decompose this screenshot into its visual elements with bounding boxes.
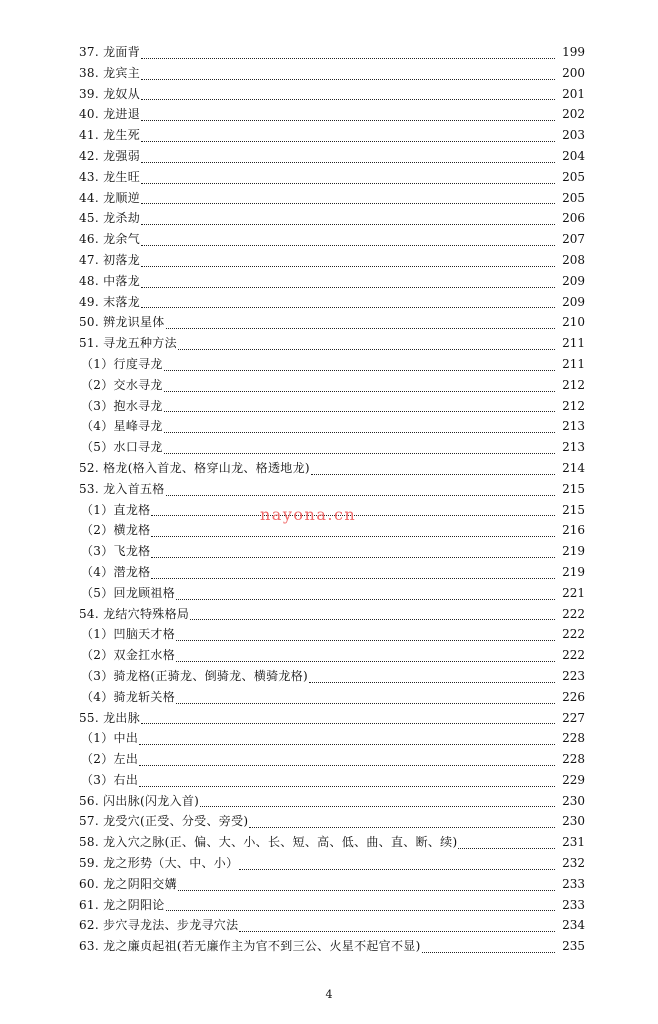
toc-entry-page: 211	[562, 336, 585, 351]
toc-entry-page: 221	[562, 585, 585, 600]
toc-entry-title: 44. 龙顺逆	[79, 190, 140, 205]
toc-entry[interactable]	[79, 125, 585, 146]
toc-entry[interactable]	[79, 708, 585, 729]
toc-entry-page: 206	[562, 211, 585, 226]
toc-leader-dots	[139, 744, 555, 745]
toc-entry-page: 223	[562, 668, 585, 683]
toc-entry-title: 49. 末落龙	[79, 294, 140, 309]
toc-entry-title: （2）交水寻龙	[81, 377, 163, 392]
toc-entry-title: （4）骑龙斩关格	[81, 689, 176, 704]
toc-leader-dots	[164, 391, 555, 392]
toc-entry[interactable]	[79, 354, 585, 375]
toc-leader-dots	[141, 266, 555, 267]
toc-entry[interactable]	[79, 666, 585, 687]
toc-entry-title: （3）右出	[81, 772, 139, 787]
toc-entry[interactable]	[79, 811, 585, 832]
toc-leader-dots	[311, 474, 555, 475]
toc-entry-page: 233	[562, 897, 585, 912]
toc-entry-page: 213	[562, 419, 585, 434]
toc-entry-title: 43. 龙生旺	[79, 169, 140, 184]
toc-entry-page: 209	[562, 294, 585, 309]
toc-leader-dots	[166, 495, 555, 496]
toc-entry-title: 53. 龙入首五格	[79, 481, 165, 496]
toc-entry-title: （2）双金扛水格	[81, 648, 176, 663]
toc-entry[interactable]	[79, 749, 585, 770]
toc-entry-title: 48. 中落龙	[79, 273, 140, 288]
toc-entry-page: 228	[562, 731, 585, 746]
toc-entry[interactable]	[79, 583, 585, 604]
toc-entry-page: 222	[562, 648, 585, 663]
toc-entry-page: 199	[562, 45, 585, 59]
toc-entry[interactable]	[79, 936, 585, 957]
toc-entry-page: 234	[562, 918, 585, 933]
toc-entry[interactable]	[79, 479, 585, 500]
toc-entry-title: （5）回龙顾祖格	[81, 585, 176, 600]
toc-entry[interactable]	[79, 645, 585, 666]
toc-entry[interactable]	[79, 84, 585, 105]
toc-entry[interactable]	[79, 791, 585, 812]
toc-leader-dots	[239, 869, 555, 870]
toc-entry-page: 232	[562, 856, 585, 871]
toc-entry-title: 50. 辨龙识星体	[79, 315, 165, 330]
toc-entry-title: （4）潜龙格	[81, 564, 151, 579]
toc-leader-dots	[239, 931, 555, 932]
toc-entry-page: 214	[562, 460, 585, 475]
toc-entry[interactable]	[79, 333, 585, 354]
toc-entry-page: 233	[562, 876, 585, 891]
toc-leader-dots	[166, 328, 555, 329]
toc-entry-title: 57. 龙受穴(正受、分受、旁受)	[79, 814, 249, 829]
toc-entry[interactable]	[79, 292, 585, 313]
toc-entry[interactable]	[79, 437, 585, 458]
toc-entry-page: 219	[562, 564, 585, 579]
toc-entry-page: 222	[562, 627, 585, 642]
toc-entry-title: （1）凹脑天才格	[81, 627, 176, 642]
toc-entry[interactable]	[79, 562, 585, 583]
toc-entry-title: 38. 龙宾主	[79, 65, 140, 80]
toc-leader-dots	[178, 890, 555, 891]
toc-leader-dots	[141, 141, 555, 142]
toc-leader-dots	[176, 599, 555, 600]
toc-entry-title: 59. 龙之形势（大、中、小）	[79, 856, 239, 871]
table-of-contents	[79, 42, 585, 957]
toc-leader-dots	[200, 806, 555, 807]
toc-leader-dots	[166, 910, 555, 911]
toc-entry-page: 209	[562, 273, 585, 288]
toc-entry-page: 203	[562, 128, 585, 143]
toc-entry[interactable]	[79, 312, 585, 333]
toc-leader-dots	[164, 432, 555, 433]
toc-entry[interactable]	[79, 375, 585, 396]
toc-entry[interactable]	[79, 42, 585, 63]
toc-entry-page: 211	[562, 356, 585, 371]
toc-leader-dots	[151, 557, 555, 558]
toc-entry-page: 227	[562, 710, 585, 725]
toc-entry-page: 222	[562, 606, 585, 621]
toc-entry-title: （1）直龙格	[81, 502, 151, 517]
toc-leader-dots	[141, 120, 555, 121]
toc-entry-page: 207	[562, 232, 585, 247]
toc-entry[interactable]	[79, 396, 585, 417]
toc-leader-dots	[141, 287, 555, 288]
toc-entry-page: 202	[562, 107, 585, 122]
toc-entry-page: 201	[562, 86, 585, 101]
toc-entry[interactable]	[79, 271, 585, 292]
toc-leader-dots	[141, 79, 555, 80]
toc-leader-dots	[176, 640, 555, 641]
toc-entry[interactable]	[79, 541, 585, 562]
toc-entry[interactable]	[79, 604, 585, 625]
toc-leader-dots	[164, 411, 555, 412]
toc-leader-dots	[178, 349, 555, 350]
toc-leader-dots	[141, 203, 555, 204]
toc-entry[interactable]	[79, 208, 585, 229]
toc-leader-dots	[176, 661, 555, 662]
toc-entry-page: 212	[562, 377, 585, 392]
toc-entry[interactable]	[79, 853, 585, 874]
toc-leader-dots	[141, 99, 555, 100]
toc-entry[interactable]	[79, 915, 585, 936]
toc-entry-title: 56. 闪出脉(闪龙入首)	[79, 793, 200, 808]
toc-entry-page: 200	[562, 65, 585, 80]
toc-entry-title: 61. 龙之阴阳论	[79, 897, 165, 912]
toc-entry-title: （4）星峰寻龙	[81, 419, 163, 434]
toc-entry[interactable]	[79, 416, 585, 437]
toc-entry-title: （3）骑龙格(正骑龙、倒骑龙、横骑龙格)	[81, 668, 308, 683]
toc-entry-page: 208	[562, 252, 585, 267]
toc-leader-dots	[249, 827, 555, 828]
toc-entry-page: 212	[562, 398, 585, 413]
toc-entry-title: 42. 龙强弱	[79, 148, 140, 163]
toc-entry-page: 235	[562, 939, 585, 954]
toc-entry-page: 204	[562, 148, 585, 163]
toc-entry-page: 230	[562, 814, 585, 829]
toc-entry[interactable]	[79, 146, 585, 167]
toc-entry-page: 229	[562, 772, 585, 787]
watermark: nayona.cn	[260, 505, 357, 524]
toc-entry[interactable]	[79, 687, 585, 708]
toc-entry-title: 62. 步穴寻龙法、步龙寻穴法	[79, 918, 239, 933]
toc-entry-title: （2）横龙格	[81, 523, 151, 538]
toc-leader-dots	[164, 453, 555, 454]
toc-entry-title: （1）中出	[81, 731, 139, 746]
toc-entry-title: 54. 龙结穴特殊格局	[79, 606, 190, 621]
toc-entry[interactable]	[79, 624, 585, 645]
toc-entry-title: （2）左出	[81, 752, 139, 767]
toc-leader-dots	[164, 370, 555, 371]
toc-entry[interactable]	[79, 458, 585, 479]
toc-entry-page: 228	[562, 752, 585, 767]
toc-entry-title: 40. 龙进退	[79, 107, 140, 122]
toc-entry-page: 219	[562, 544, 585, 559]
toc-leader-dots	[190, 619, 555, 620]
toc-leader-dots	[151, 536, 555, 537]
toc-entry-page: 231	[562, 835, 585, 850]
toc-entry-title: 41. 龙生死	[79, 128, 140, 143]
toc-leader-dots	[141, 245, 555, 246]
toc-entry-page: 213	[562, 440, 585, 455]
page-number: 4	[325, 988, 333, 1001]
toc-entry-page: 215	[562, 481, 585, 496]
toc-entry[interactable]	[79, 770, 585, 791]
toc-entry-title: 51. 寻龙五种方法	[79, 336, 177, 351]
toc-entry[interactable]	[79, 832, 585, 853]
toc-entry-page: 216	[562, 523, 585, 538]
toc-entry-title: 47. 初落龙	[79, 252, 140, 267]
toc-leader-dots	[151, 578, 555, 579]
toc-entry-title: 60. 龙之阴阳交媾	[79, 876, 177, 891]
toc-leader-dots	[141, 58, 555, 59]
toc-entry-title: 58. 龙入穴之脉(正、偏、大、小、长、短、高、低、曲、直、断、续)	[79, 835, 458, 850]
toc-entry-title: 45. 龙杀劫	[79, 211, 140, 226]
toc-entry-title: （1）行度寻龙	[81, 356, 163, 371]
toc-entry-title: 52. 格龙(格入首龙、格穿山龙、格透地龙)	[79, 460, 310, 475]
toc-entry-title: 63. 龙之廉贞起祖(若无廉作主为官不到三公、火星不起官不显)	[79, 939, 421, 954]
toc-leader-dots	[141, 162, 555, 163]
toc-entry-title: （5）水口寻龙	[81, 440, 163, 455]
toc-entry-title: 46. 龙余气	[79, 232, 140, 247]
toc-entry-page: 210	[562, 315, 585, 330]
toc-leader-dots	[141, 723, 555, 724]
toc-entry-page: 226	[562, 689, 585, 704]
toc-leader-dots	[422, 952, 555, 953]
toc-leader-dots	[141, 183, 555, 184]
toc-entry-page: 230	[562, 793, 585, 808]
toc-entry[interactable]	[79, 728, 585, 749]
toc-leader-dots	[139, 765, 555, 766]
toc-entry[interactable]	[79, 229, 585, 250]
toc-entry[interactable]	[79, 874, 585, 895]
toc-entry-title: （3）抱水寻龙	[81, 398, 163, 413]
toc-entry[interactable]	[79, 63, 585, 84]
toc-entry[interactable]	[79, 895, 585, 916]
toc-entry-title: 37. 龙面背	[79, 45, 140, 59]
toc-entry-title: 55. 龙出脉	[79, 710, 140, 725]
toc-leader-dots	[141, 307, 555, 308]
toc-entry-page: 215	[562, 502, 585, 517]
toc-leader-dots	[309, 682, 555, 683]
toc-entry-page: 205	[562, 190, 585, 205]
toc-entry[interactable]	[79, 188, 585, 209]
toc-leader-dots	[139, 786, 555, 787]
toc-leader-dots	[141, 224, 555, 225]
toc-entry-title: （3）飞龙格	[81, 544, 151, 559]
toc-entry[interactable]	[79, 104, 585, 125]
toc-entry[interactable]	[79, 167, 585, 188]
toc-leader-dots	[458, 848, 555, 849]
toc-entry-page: 205	[562, 169, 585, 184]
toc-entry[interactable]	[79, 250, 585, 271]
toc-leader-dots	[176, 703, 555, 704]
toc-entry-title: 39. 龙奴从	[79, 86, 140, 101]
